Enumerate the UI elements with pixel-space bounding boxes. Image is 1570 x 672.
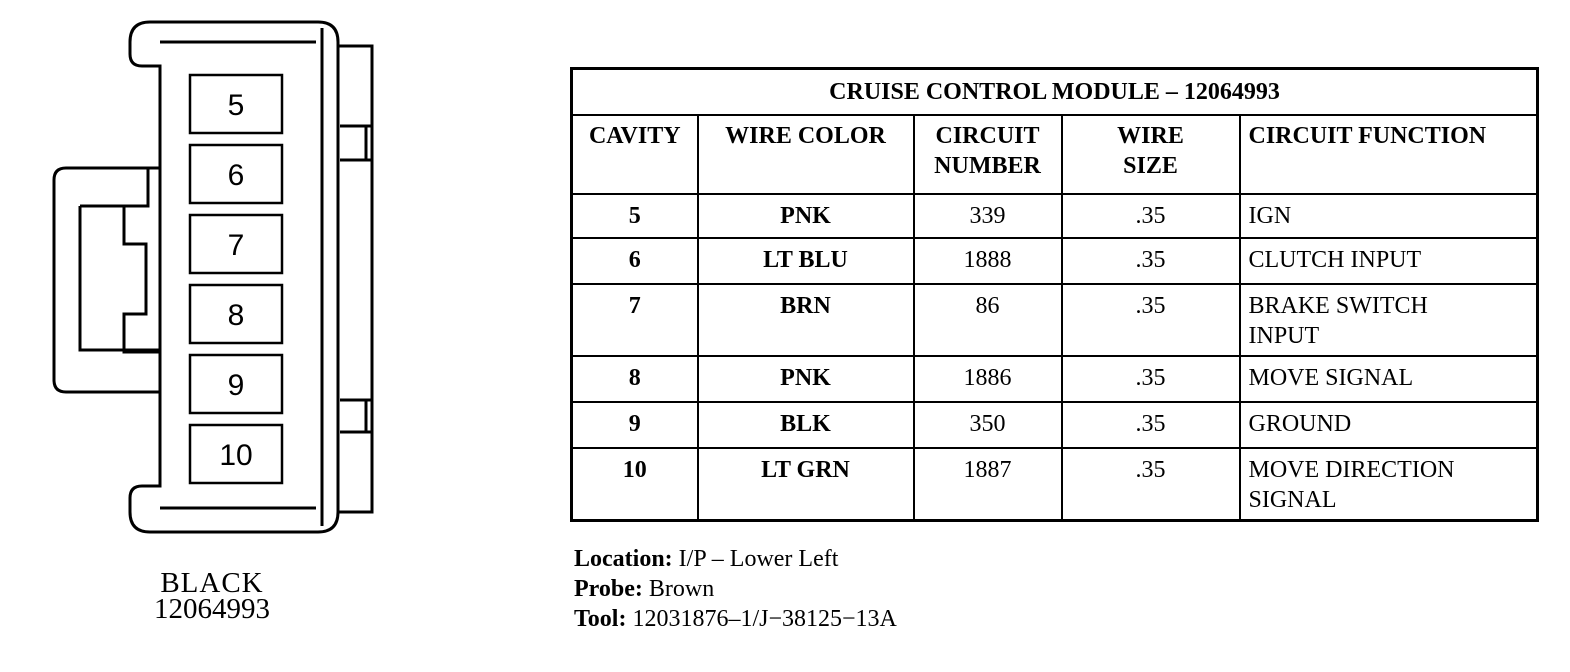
cell-circuit-number: 86 bbox=[914, 284, 1062, 356]
cell-wire-color: BLK bbox=[698, 402, 914, 448]
location-value: I/P – Lower Left bbox=[678, 546, 839, 572]
circuit-function-line: MOVE DIRECTION bbox=[1248, 457, 1455, 483]
cell-circuit-number: 1886 bbox=[914, 356, 1062, 402]
tool-note bbox=[574, 604, 897, 634]
cell-circuit-number: 1887 bbox=[914, 448, 1062, 520]
circuit-function-line: GROUND bbox=[1248, 411, 1352, 437]
header-wire-color: WIRE COLOR bbox=[698, 115, 914, 194]
table-row bbox=[572, 194, 1538, 238]
pinout-table bbox=[570, 67, 1539, 522]
table-row bbox=[572, 448, 1538, 520]
cavity-group bbox=[190, 75, 282, 483]
circuit-function-line: SIGNAL bbox=[1248, 487, 1337, 513]
table-row bbox=[572, 238, 1538, 284]
location-label: Location: bbox=[574, 546, 673, 572]
cell-cavity: 6 bbox=[572, 238, 698, 284]
cell-cavity: 7 bbox=[572, 284, 698, 356]
cavity-number: 6 bbox=[227, 159, 245, 192]
probe-value: Brown bbox=[648, 576, 715, 602]
cell-cavity: 10 bbox=[572, 448, 698, 520]
tool-value: 12031876–1/J−38125−13A bbox=[632, 606, 897, 632]
cell-circuit-function bbox=[1240, 194, 1538, 238]
circuit-function-line: INPUT bbox=[1248, 323, 1320, 349]
connector-color-label: BLACK bbox=[160, 567, 264, 599]
cell-circuit-function bbox=[1240, 238, 1538, 284]
cavity-number: 8 bbox=[227, 299, 245, 332]
connector-notes bbox=[574, 544, 897, 634]
header-cavity: CAVITY bbox=[572, 115, 698, 194]
cell-wire-size: .35 bbox=[1062, 356, 1240, 402]
connector-diagram bbox=[0, 0, 400, 560]
cell-circuit-function bbox=[1240, 402, 1538, 448]
circuit-function-line: CLUTCH INPUT bbox=[1248, 247, 1422, 273]
cell-cavity: 5 bbox=[572, 194, 698, 238]
cell-wire-color: BRN bbox=[698, 284, 914, 356]
header-circuit-number-line1: CIRCUIT bbox=[935, 123, 1040, 149]
connector-left-lock-tab bbox=[54, 168, 160, 392]
table-row bbox=[572, 402, 1538, 448]
table-body bbox=[572, 194, 1538, 520]
header-circuit-number-line2: NUMBER bbox=[934, 153, 1041, 179]
cell-wire-color: PNK bbox=[698, 194, 914, 238]
cell-circuit-function bbox=[1240, 448, 1538, 520]
cell-circuit-number: 339 bbox=[914, 194, 1062, 238]
cell-circuit-function bbox=[1240, 356, 1538, 402]
cell-circuit-number: 350 bbox=[914, 402, 1062, 448]
cell-wire-size: .35 bbox=[1062, 284, 1240, 356]
header-circuit-function: CIRCUIT FUNCTION bbox=[1240, 115, 1538, 194]
location-note bbox=[574, 544, 897, 574]
header-circuit-number bbox=[914, 115, 1062, 194]
cell-cavity: 8 bbox=[572, 356, 698, 402]
cell-wire-size: .35 bbox=[1062, 194, 1240, 238]
header-wire-size bbox=[1062, 115, 1240, 194]
table-title: CRUISE CONTROL MODULE – 12064993 bbox=[572, 69, 1538, 116]
cell-circuit-function bbox=[1240, 284, 1538, 356]
cell-circuit-number: 1888 bbox=[914, 238, 1062, 284]
circuit-function-line: IGN bbox=[1248, 203, 1292, 229]
cavity-number: 5 bbox=[227, 89, 245, 122]
circuit-function-line: BRAKE SWITCH bbox=[1248, 293, 1428, 319]
probe-note bbox=[574, 574, 897, 604]
cavity-number: 10 bbox=[219, 439, 253, 472]
tool-label: Tool: bbox=[574, 606, 627, 632]
cavity-number: 9 bbox=[227, 369, 245, 402]
cell-wire-size: .35 bbox=[1062, 238, 1240, 284]
connector-part-number: 12064993 bbox=[154, 593, 270, 625]
connector-right-latch bbox=[338, 46, 372, 512]
cell-wire-color: LT GRN bbox=[698, 448, 914, 520]
cavity-number: 7 bbox=[227, 229, 245, 262]
cell-wire-size: .35 bbox=[1062, 402, 1240, 448]
header-wire-size-line1: WIRE bbox=[1117, 123, 1184, 149]
table-row bbox=[572, 356, 1538, 402]
circuit-function-line: MOVE SIGNAL bbox=[1248, 365, 1414, 391]
cell-wire-color: PNK bbox=[698, 356, 914, 402]
probe-label: Probe: bbox=[574, 576, 643, 602]
cell-wire-size: .35 bbox=[1062, 448, 1240, 520]
cell-cavity: 9 bbox=[572, 402, 698, 448]
table-row bbox=[572, 284, 1538, 356]
header-wire-size-line2: SIZE bbox=[1123, 153, 1178, 179]
cell-wire-color: LT BLU bbox=[698, 238, 914, 284]
